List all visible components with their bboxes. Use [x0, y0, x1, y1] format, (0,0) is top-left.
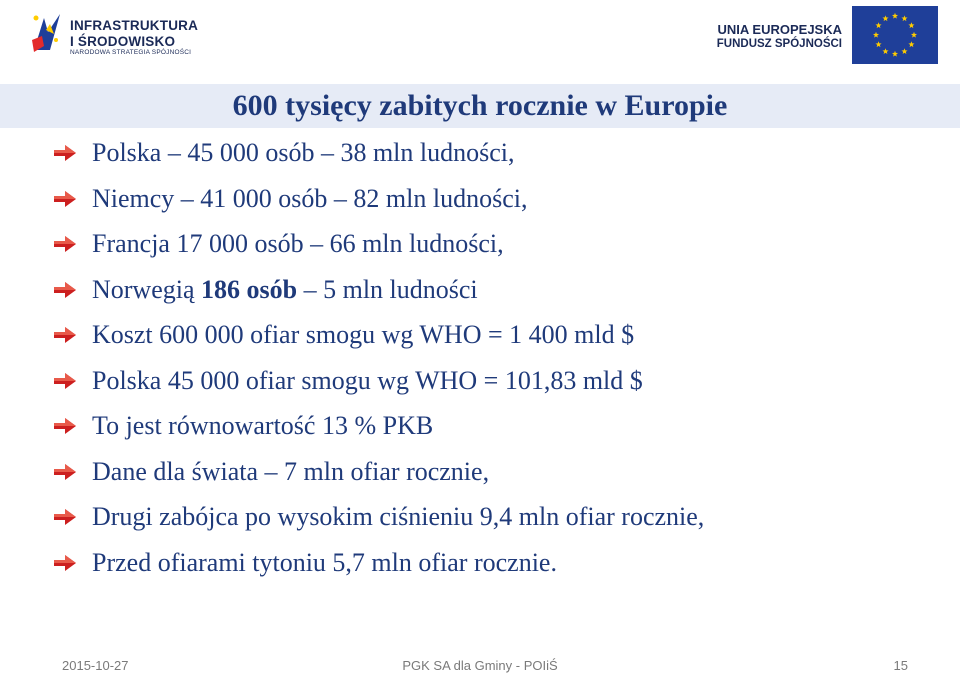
- eu-flag-icon: [852, 6, 938, 64]
- bullet-item: [52, 221, 704, 267]
- bullet-item: [52, 176, 704, 222]
- logo-right-line1: UNIA EUROPEJSKA: [717, 22, 842, 37]
- bullet-item: [52, 449, 704, 495]
- bullet-text: Polska – 45 000 osób – 38 mln ludności,: [92, 138, 515, 167]
- bullet-list: [52, 130, 704, 585]
- bullet-text: Koszt 600 000 ofiar smogu wg WHO = 1 400 mld $: [92, 320, 635, 349]
- logo-left-line1: INFRASTRUKTURA: [70, 18, 199, 33]
- footer-date: 2015-10-27: [62, 658, 129, 673]
- bullet-item: [52, 130, 704, 176]
- red-arrow-bullet-icon: [54, 327, 76, 343]
- bullet-text-bold: 186 osób: [201, 274, 298, 304]
- eu-logo: [718, 6, 938, 62]
- infrastruktura-logo: [30, 10, 200, 60]
- red-arrow-bullet-icon: [54, 509, 76, 525]
- bullet-text: Drugi zabójca po wysokim ciśnieniu 9,4 mln ofiar rocznie,: [92, 502, 705, 531]
- bullet-text: To jest równowartość 13 % PKB: [92, 411, 434, 440]
- bullet-text: Przed ofiarami tytoniu 5,7 mln ofiar rocznie.: [92, 547, 557, 577]
- footer-center-text: PGK SA dla Gminy - POIiŚ: [402, 658, 558, 673]
- slide-title: 600 tysięcy zabitych rocznie w Europie: [232, 89, 728, 122]
- red-arrow-bullet-icon: [54, 373, 76, 389]
- red-arrow-bullet-icon: [54, 418, 76, 434]
- bullet-item: [52, 540, 704, 586]
- bullet-item: [52, 403, 704, 449]
- bullet-text: Niemcy – 41 000 osób – 82 mln ludności,: [92, 183, 528, 213]
- logo-right-line2: FUNDUSZ SPÓJNOŚCI: [716, 38, 842, 50]
- page-number: 15: [893, 658, 908, 673]
- red-arrow-bullet-icon: [54, 236, 76, 252]
- logo-left-line3: NARODOWA STRATEGIA SPÓJNOŚCI: [70, 49, 192, 56]
- logo-left-line2: I ŚRODOWISKO: [70, 34, 176, 49]
- red-arrow-bullet-icon: [54, 282, 76, 298]
- bullet-item: [52, 358, 704, 404]
- bullet-item: [52, 267, 704, 313]
- bullet-text: Francja 17 000 osób – 66 mln ludności,: [92, 229, 504, 258]
- red-arrow-bullet-icon: [54, 464, 76, 480]
- bullet-text-post: – 5 mln ludności: [297, 274, 478, 304]
- nss-star-logo-icon: [30, 10, 62, 54]
- red-arrow-bullet-icon: [54, 555, 76, 571]
- bullet-text: Dane dla świata – 7 mln ofiar rocznie,: [92, 456, 490, 486]
- bullet-text: Polska 45 000 ofiar smogu wg WHO = 101,83 mld $: [92, 365, 643, 395]
- red-arrow-bullet-icon: [54, 145, 76, 161]
- bullet-item: [52, 494, 704, 540]
- bullet-item: [52, 312, 704, 358]
- bullet-text-pre: Norwegią: [92, 274, 202, 304]
- red-arrow-bullet-icon: [54, 191, 76, 207]
